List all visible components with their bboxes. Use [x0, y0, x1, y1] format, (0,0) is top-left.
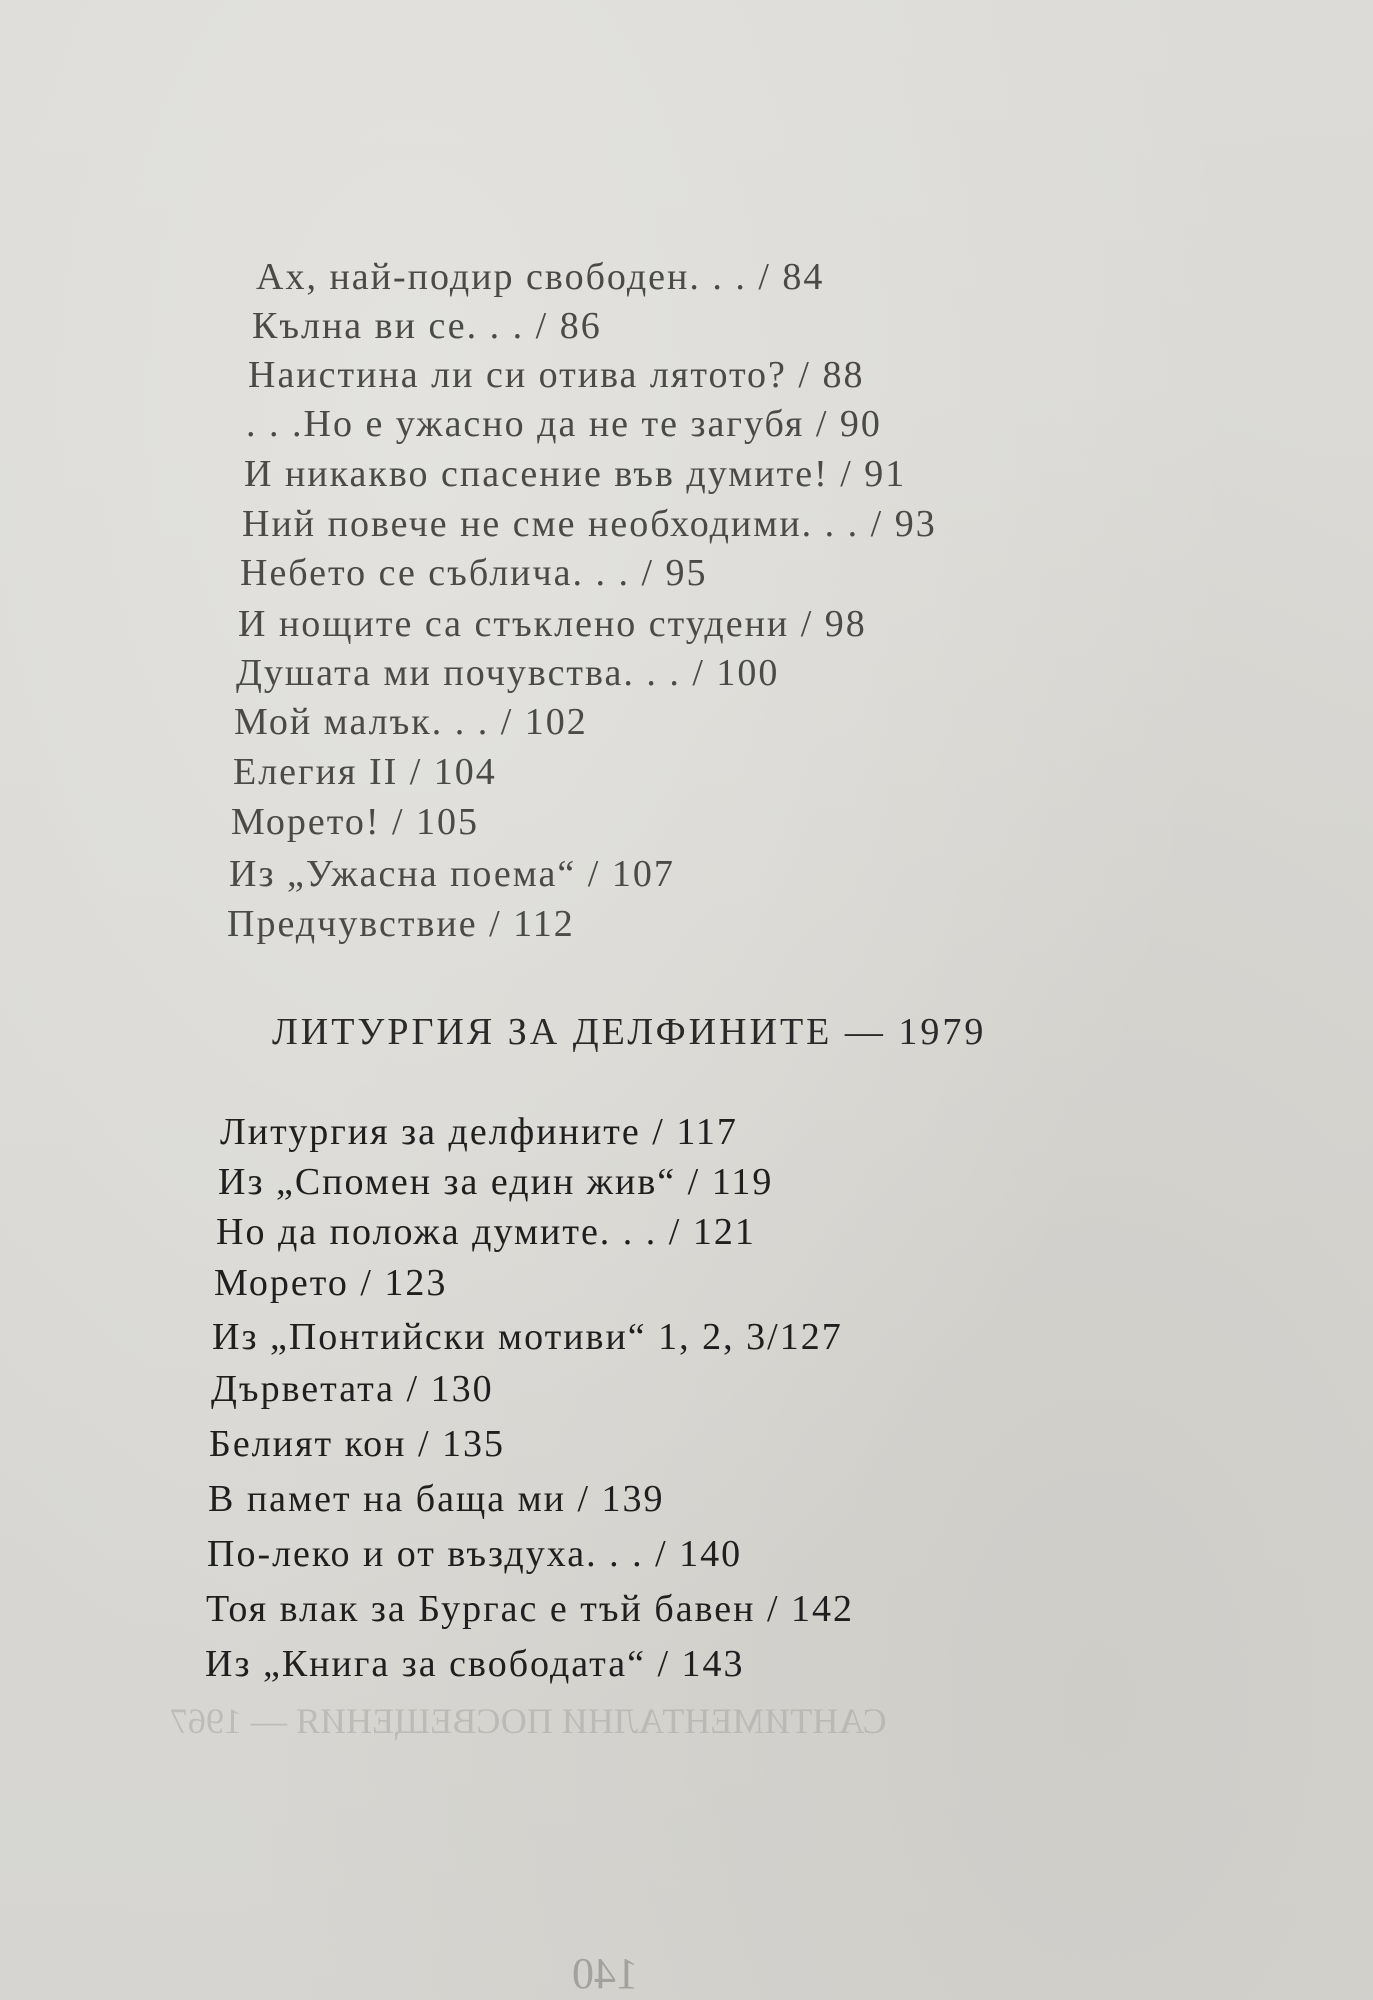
toc-entry: Наистина ли си отива лятото? / 88 [248, 354, 865, 396]
toc-entry: Дърветата / 130 [211, 1368, 494, 1410]
toc-entry: Но да положа думите. . . / 121 [216, 1211, 756, 1253]
section-heading: ЛИТУРГИЯ ЗА ДЕЛФИНИТЕ — 1979 [272, 1011, 987, 1053]
toc-entry: Ний повече не сме необходими. . . / 93 [242, 503, 937, 545]
toc-entry: . . .Но е ужасно да не те загубя / 90 [246, 403, 882, 445]
toc-entry: Морето! / 105 [231, 801, 480, 843]
toc-entry: Морето / 123 [214, 1262, 448, 1304]
toc-entry: По-леко и от въздуха. . . / 140 [207, 1533, 743, 1575]
toc-entry: Небето се съблича. . . / 95 [240, 552, 708, 594]
toc-entry: Из „Ужасна поема“ / 107 [229, 853, 675, 895]
toc-entry: И нощите са стъклено студени / 98 [238, 603, 867, 645]
show-through-heading: САНТИМЕНТАЛНИ ПОСВЕЩЕНИЯ — 1967 [170, 1701, 887, 1741]
toc-entry: Из „Понтийски мотиви“ 1, 2, 3/127 [212, 1316, 843, 1358]
toc-entry: Душата ми почувства. . . / 100 [236, 652, 780, 694]
toc-entry: Тоя влак за Бургас е тъй бавен / 142 [206, 1588, 855, 1630]
toc-entry: Литургия за делфините / 117 [220, 1111, 738, 1153]
toc-entry: Из „Спомен за един жив“ / 119 [218, 1161, 774, 1203]
toc-entry: Мой малък. . . / 102 [234, 701, 588, 743]
toc-entry: Из „Книга за свободата“ / 143 [205, 1643, 745, 1685]
toc-entry: Белият кон / 135 [209, 1423, 505, 1465]
show-through-page-number: 140 [572, 1949, 638, 1998]
toc-entry: Предчувствие / 112 [227, 903, 575, 945]
toc-entry: В памет на баща ми / 139 [208, 1478, 665, 1520]
toc-entry: Елегия II / 104 [233, 751, 497, 793]
toc-entry: И никакво спасение във думите! / 91 [244, 453, 907, 495]
toc-entry: Кълна ви се. . . / 86 [252, 305, 602, 347]
toc-entry: Ах, най-подир свободен. . . / 84 [256, 256, 825, 298]
